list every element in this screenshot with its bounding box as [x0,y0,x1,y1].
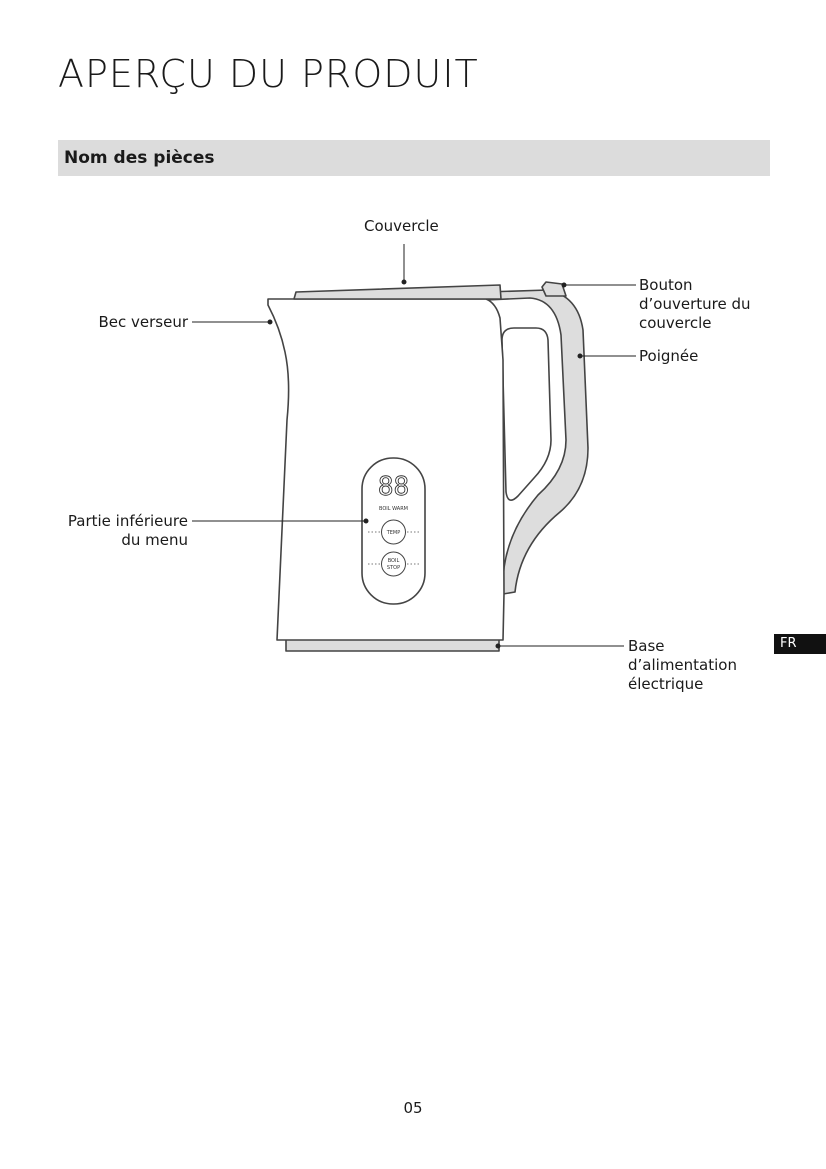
label-lid-opening-button: Bouton d’ouverture du couvercle [639,276,751,332]
kettle-lid [294,285,501,299]
language-tab: FR [774,634,826,654]
handle-grip-opening [502,328,551,500]
label-handle: Poignée [639,347,699,365]
page-number: 05 [403,1099,423,1117]
boil-button-label-bottom: STOP [386,565,401,571]
label-control-panel: Partie inférieure du menu [67,512,188,549]
section-title: Nom des pièces [64,148,215,168]
temp-button-label: TEMP [386,530,401,536]
panel-mode-labels: BOIL WARM [378,506,409,512]
panel-display: 88 [377,472,410,502]
label-lid: Couvercle [364,217,439,235]
boil-button-label-top: BOIL [387,558,400,564]
page-title: APERÇU DU PRODUIT [58,52,479,96]
label-power-base: Base d’alimentation électrique [628,637,737,693]
label-spout: Bec verseur [98,313,188,331]
boil-stop-button[interactable] [382,552,406,576]
